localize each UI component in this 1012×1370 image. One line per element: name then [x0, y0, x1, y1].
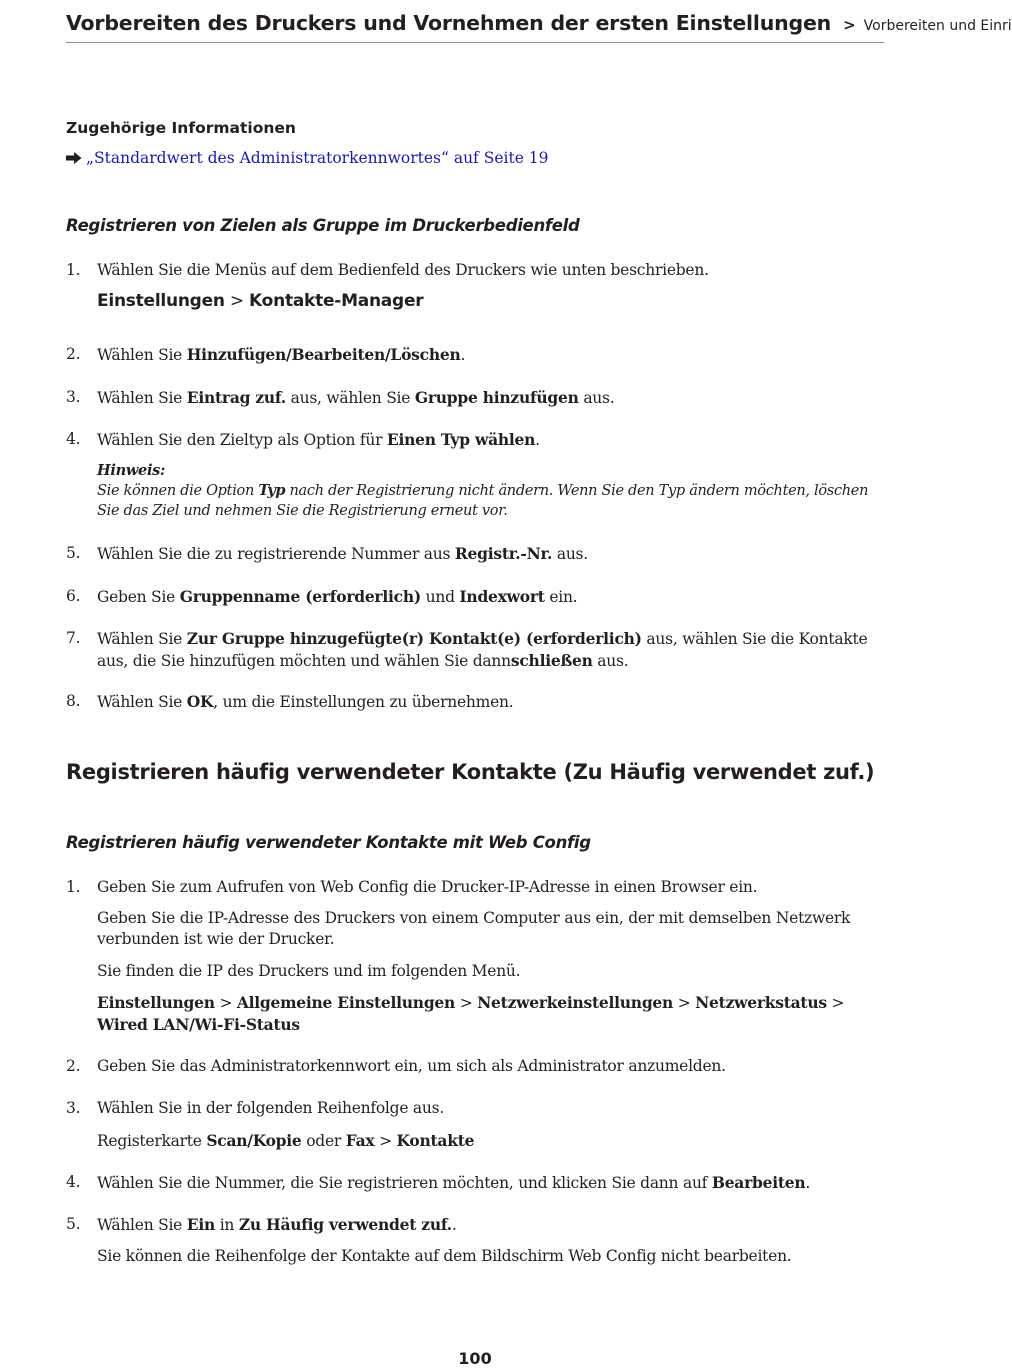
header-title: Vorbereiten des Druckers und Vornehmen der ersten Einstellungen	[66, 11, 832, 35]
menu-path: Registerkarte Scan/Kopie oder Fax > Kontakte	[97, 1131, 475, 1150]
paragraph: Sie können die Reihenfolge der Kontakte auf dem Bildschirm Web Config nicht bearbeiten.	[97, 1247, 792, 1265]
related-info-title: Zugehörige Informationen	[66, 119, 296, 137]
step-number: 2.	[66, 345, 81, 363]
step-number: 5.	[66, 544, 81, 562]
section1-heading: Registrieren von Zielen als Gruppe im Druckerbedienfeld	[66, 216, 580, 235]
step-text: Wählen Sie in der folgenden Reihenfolge aus.	[97, 1099, 445, 1117]
section2-heading: Registrieren häufig verwendeter Kontakte (Zu Häufig verwendet zuf.)	[66, 760, 875, 784]
list-item	[66, 691, 886, 713]
note-box	[97, 461, 877, 521]
list-item	[66, 1098, 886, 1119]
step-number: 5.	[66, 1215, 81, 1233]
list-item	[66, 628, 886, 672]
menu-item: Einstellungen	[97, 291, 225, 311]
menu-path: Einstellungen > Allgemeine Einstellungen > Netzwerkeinstellungen > Netzwerkstatus > Wired LAN/Wi-Fi-Status	[97, 993, 845, 1034]
list-item	[66, 1172, 886, 1194]
step-number: 6.	[66, 587, 81, 605]
header-separator: >	[843, 16, 856, 34]
step-text: Wählen Sie Eintrag zuf. aus, wählen Sie Gruppe hinzufügen aus.	[97, 388, 615, 407]
list-item	[66, 877, 886, 898]
list-item	[66, 586, 886, 608]
paragraph: Sie finden die IP des Druckers und im folgenden Menü.	[97, 962, 521, 980]
related-link-text[interactable]: „Standardwert des Administratorkennwortes“ auf Seite 19	[86, 149, 549, 167]
menu-path	[97, 291, 887, 312]
step-text: Wählen Sie die Nummer, die Sie registrieren möchten, und klicken Sie dann auf Bearbeiten.	[97, 1173, 811, 1192]
step-number: 4.	[66, 430, 81, 448]
step-text: Wählen Sie die zu registrierende Nummer aus Registr.-Nr. aus.	[97, 544, 588, 563]
step-text: Wählen Sie Zur Gruppe hinzugefügte(r) Kontakt(e) (erforderlich) aus, wählen Sie die Kontakte aus, die Sie hinzufügen möchten und wählen Sie dannschließen aus.	[97, 629, 868, 670]
step-text: Geben Sie Gruppenname (erforderlich) und Indexwort ein.	[97, 587, 578, 606]
list-item	[66, 344, 886, 366]
paragraph: Geben Sie die IP-Adresse des Druckers von einem Computer aus ein, der mit demselben Netzwerk verbunden ist wie der Drucker.	[97, 909, 851, 948]
step-text: Geben Sie das Administratorkennwort ein, um sich als Administrator anzumelden.	[97, 1057, 726, 1075]
step-number: 8.	[66, 692, 81, 710]
note-text: Sie können die Option Typ nach der Registrierung nicht ändern. Wenn Sie den Typ ändern möchten, löschen Sie das Ziel und nehmen Sie die Registrierung erneut vor.	[97, 482, 869, 519]
menu-separator: >	[229, 291, 244, 311]
step-text: Geben Sie zum Aufrufen von Web Config die Drucker-IP-Adresse in einen Browser ein.	[97, 878, 758, 896]
arrow-right-icon	[66, 152, 82, 164]
list-item	[66, 543, 886, 565]
step-text: Wählen Sie die Menüs auf dem Bedienfeld des Druckers wie unten beschrieben.	[97, 261, 709, 279]
menu-item: Kontakte-Manager	[249, 291, 424, 311]
step-text: Wählen Sie Hinzufügen/Bearbeiten/Löschen.	[97, 345, 466, 364]
list-item	[66, 260, 886, 281]
step-text: Wählen Sie den Zieltyp als Option für Einen Typ wählen.	[97, 430, 540, 449]
list-item	[66, 387, 886, 409]
page-header	[66, 11, 1012, 43]
step-number: 3.	[66, 1099, 81, 1117]
step-number: 1.	[66, 261, 81, 279]
step-text: Wählen Sie Ein in Zu Häufig verwendet zuf..	[97, 1215, 457, 1234]
page-number: 100	[458, 1349, 492, 1368]
step-number: 1.	[66, 878, 81, 896]
step-text: Wählen Sie OK, um die Einstellungen zu übernehmen.	[97, 692, 514, 711]
header-subtitle: Vorbereiten und Einri	[863, 18, 1012, 34]
step-number: 7.	[66, 629, 81, 647]
list-item	[66, 1214, 886, 1236]
step-number: 2.	[66, 1057, 81, 1075]
note-title: Hinweis:	[97, 462, 166, 479]
section2-subheading: Registrieren häufig verwendeter Kontakte mit Web Config	[66, 833, 591, 852]
list-item	[66, 429, 886, 451]
step-number: 3.	[66, 388, 81, 406]
related-info-link[interactable]	[66, 149, 549, 167]
step-number: 4.	[66, 1173, 81, 1191]
list-item	[66, 1056, 886, 1077]
